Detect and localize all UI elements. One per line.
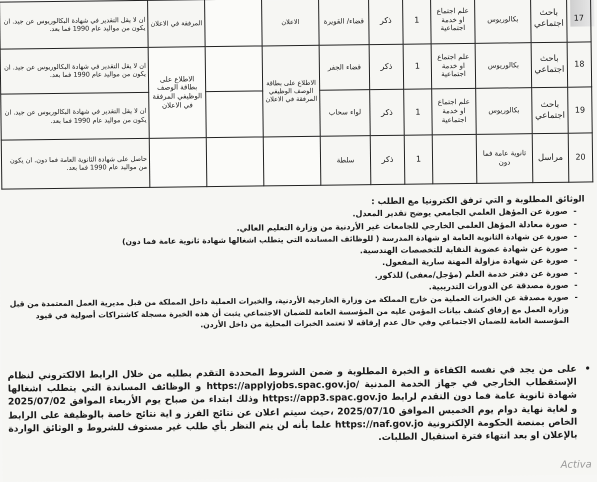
cell-degree: بكالوريوس: [475, 43, 532, 89]
cell-empty: [206, 91, 264, 138]
documents-list: [8, 206, 592, 334]
cell-notes-mid: الاعلان: [262, 0, 320, 46]
cell-title: باحث اجتماعي: [531, 42, 568, 87]
document-item: - صورة عن شهادة الثانوية العامة او شهادة المدرسة ( للوظائف المساندة التي يتطلب اشغالها شهادة ثانوية عامة فما دون): [8, 231, 575, 250]
application-instructions: [8, 362, 596, 448]
required-documents: [7, 193, 592, 333]
cell-count: 1: [403, 44, 432, 89]
cell-notes-left: المرفقة في الاعلان: [148, 0, 206, 47]
cell-gender: ذكر: [369, 44, 404, 89]
cell-location: قضاء الجفر: [319, 45, 370, 91]
cell-conditions: ان لا يقل التقدير في شهادة البكالوريوس عن جيد. ان يكون من مواليد عام 1990 فما بعد.: [0, 0, 148, 49]
cell-gender: ذكر: [370, 89, 405, 135]
instructions-text: على من يجد في نفسه الكفاءة و الخبرة المطلوبة و ضمن الشروط المحددة التقدم بطلبه من خلال الرابط الالكتروني لنظام الإستقطاب الخارجي في جهاز الخدمة المدنية: [7, 363, 577, 391]
cell-major: علم اجتماع او خدمة اجتماعية: [431, 43, 476, 89]
cell-number: 20: [568, 133, 593, 182]
cell-empty: [205, 46, 263, 92]
cell-location: لواء سحاب: [320, 90, 371, 137]
cell-empty: [149, 138, 207, 188]
cell-notes-mid: الاطلاع على بطاقة الوصف الوظيفي المرفقة في الاعلان: [262, 45, 320, 137]
document-item: - صورة مصدقة عن الخبرات العملية من خارج المملكة من وزارة الخارجية الأردنية، والخبرات العملية داخل المملكة من قبل مديرية العمل المعتمدة من قبل وزارة العمل مع إرفاق كشف بيانات المؤمن عليه من المؤسسة العامة للضمان الاجتماعي يثبت أن هذه الخبرة مسجلة كاشتراكات أصولية في قيود المؤسسة العامة للضمان الاجتماعي وفي حال عدم إرفاقه لا تعتمد الخبرات المحلية من داخل الأردن.: [9, 292, 576, 333]
table-row: [0, 42, 592, 94]
cell-title: باحث اجتماعي: [532, 87, 569, 133]
cell-major: [432, 134, 477, 184]
document-item: - صورة عن شهادة مزاولة المهنة سارية المفعول.: [8, 255, 575, 274]
cell-gender: ذكر: [370, 135, 405, 184]
instructions-text: علما بأنه لن يتم النظر بأي طلب غير مستوف للشروط و الوثائق الواردة بالإعلان او بعد انتهاء فترة استقبال الطلبات.: [8, 419, 578, 444]
instructions-text: و الوظائف المساندة التي يتطلب اشغالها شهادة ثانوية عامة فما دون التقدم لرابط: [7, 381, 577, 404]
cell-empty: [206, 137, 264, 187]
cell-number: 17: [567, 0, 592, 42]
cell-major: علم اجتماع او خدمة اجتماعية: [431, 0, 476, 44]
support-jobs-link[interactable]: https://app3.spac.gov.jo: [262, 392, 388, 405]
cell-degree: بكالوريوس: [475, 0, 532, 43]
table-row: [0, 0, 591, 49]
activation-watermark: Activa: [560, 459, 592, 471]
cell-number: 18: [567, 42, 592, 87]
cell-notes-left: الاطلاع على بطاقة الوصف الوظيفي المرفقة في الاعلان: [148, 47, 206, 139]
document-item: - صورة معادلة المؤهل العلمي الخارجي للجامعات غير الأردنية من وزارة التعليم العالي.: [8, 218, 575, 237]
cell-count: 1: [404, 89, 433, 135]
cell-major: علم اجتماع او خدمة اجتماعية: [432, 88, 477, 135]
cell-degree: ثانوية عامة فما دون: [476, 134, 533, 184]
cell-count: 1: [404, 135, 433, 184]
naf-link[interactable]: https://naf.gov.jo: [334, 418, 424, 431]
bullet-icon: •: [584, 363, 591, 375]
instructions-text: وذلك ابتداء من صباح يوم الأربعاء الموافق 2025/07/02 و لغاية نهاية دوام يوم الخميس الموافق 2025/07/10 ،حيث سيتم اعلان عن نتائج الفرز و اية نتائج خاصة بالوظيفة على الرابط الخاص بمنصة الحكومة الإلكترونية: [7, 393, 578, 430]
vacancy-table: [0, 0, 593, 190]
apply-link[interactable]: https://applyjobs.spac.gov.jo/: [206, 379, 360, 393]
table-row: [1, 133, 593, 189]
cell-conditions: حاصل على شهادة الثانوية العامة فما دون. ان يكون من مواليد عام 1990 فما بعد.: [1, 138, 150, 189]
cell-degree: بكالوريوس: [476, 88, 533, 135]
document-item: - صورة مصدقة عن الدورات التدريبية.: [9, 280, 576, 299]
cell-conditions: ان لا يقل التقدير في شهادة البكالوريوس عن جيد. ان يكون من مواليد عام 1990 فما بعد.: [0, 47, 149, 94]
cell-empty: [205, 0, 263, 47]
cell-location: قضاء/ القويرة: [319, 0, 370, 45]
cell-empty: [263, 136, 321, 186]
document-item: - صورة عن دفتر خدمة العلم (مؤجل/معفى) للذكور.: [8, 267, 575, 286]
cell-location: سلطة: [320, 136, 371, 186]
cell-title: باحث اجتماعي: [531, 0, 568, 43]
cell-conditions: ان لا يقل التقدير في شهادة البكالوريوس عن جيد. ان يكون من مواليد عام 1990 فما بعد.: [1, 92, 150, 140]
document-item: - صورة عن شهادة عضوية النقابة للتخصصات الهندسية.: [8, 243, 575, 262]
documents-heading: الوثائق المطلوبة و التي ترفق الكترونيا مع الطلب :: [371, 194, 585, 208]
cell-count: 1: [403, 0, 432, 44]
document-item: - صورة عن المؤهل العلمي الجامعي يوضح تقدير المعدل.: [8, 206, 575, 225]
instructions-paragraph: [8, 362, 596, 448]
cell-gender: ذكر: [369, 0, 404, 45]
cell-number: 19: [568, 87, 593, 133]
cell-title: مراسل: [532, 133, 569, 182]
